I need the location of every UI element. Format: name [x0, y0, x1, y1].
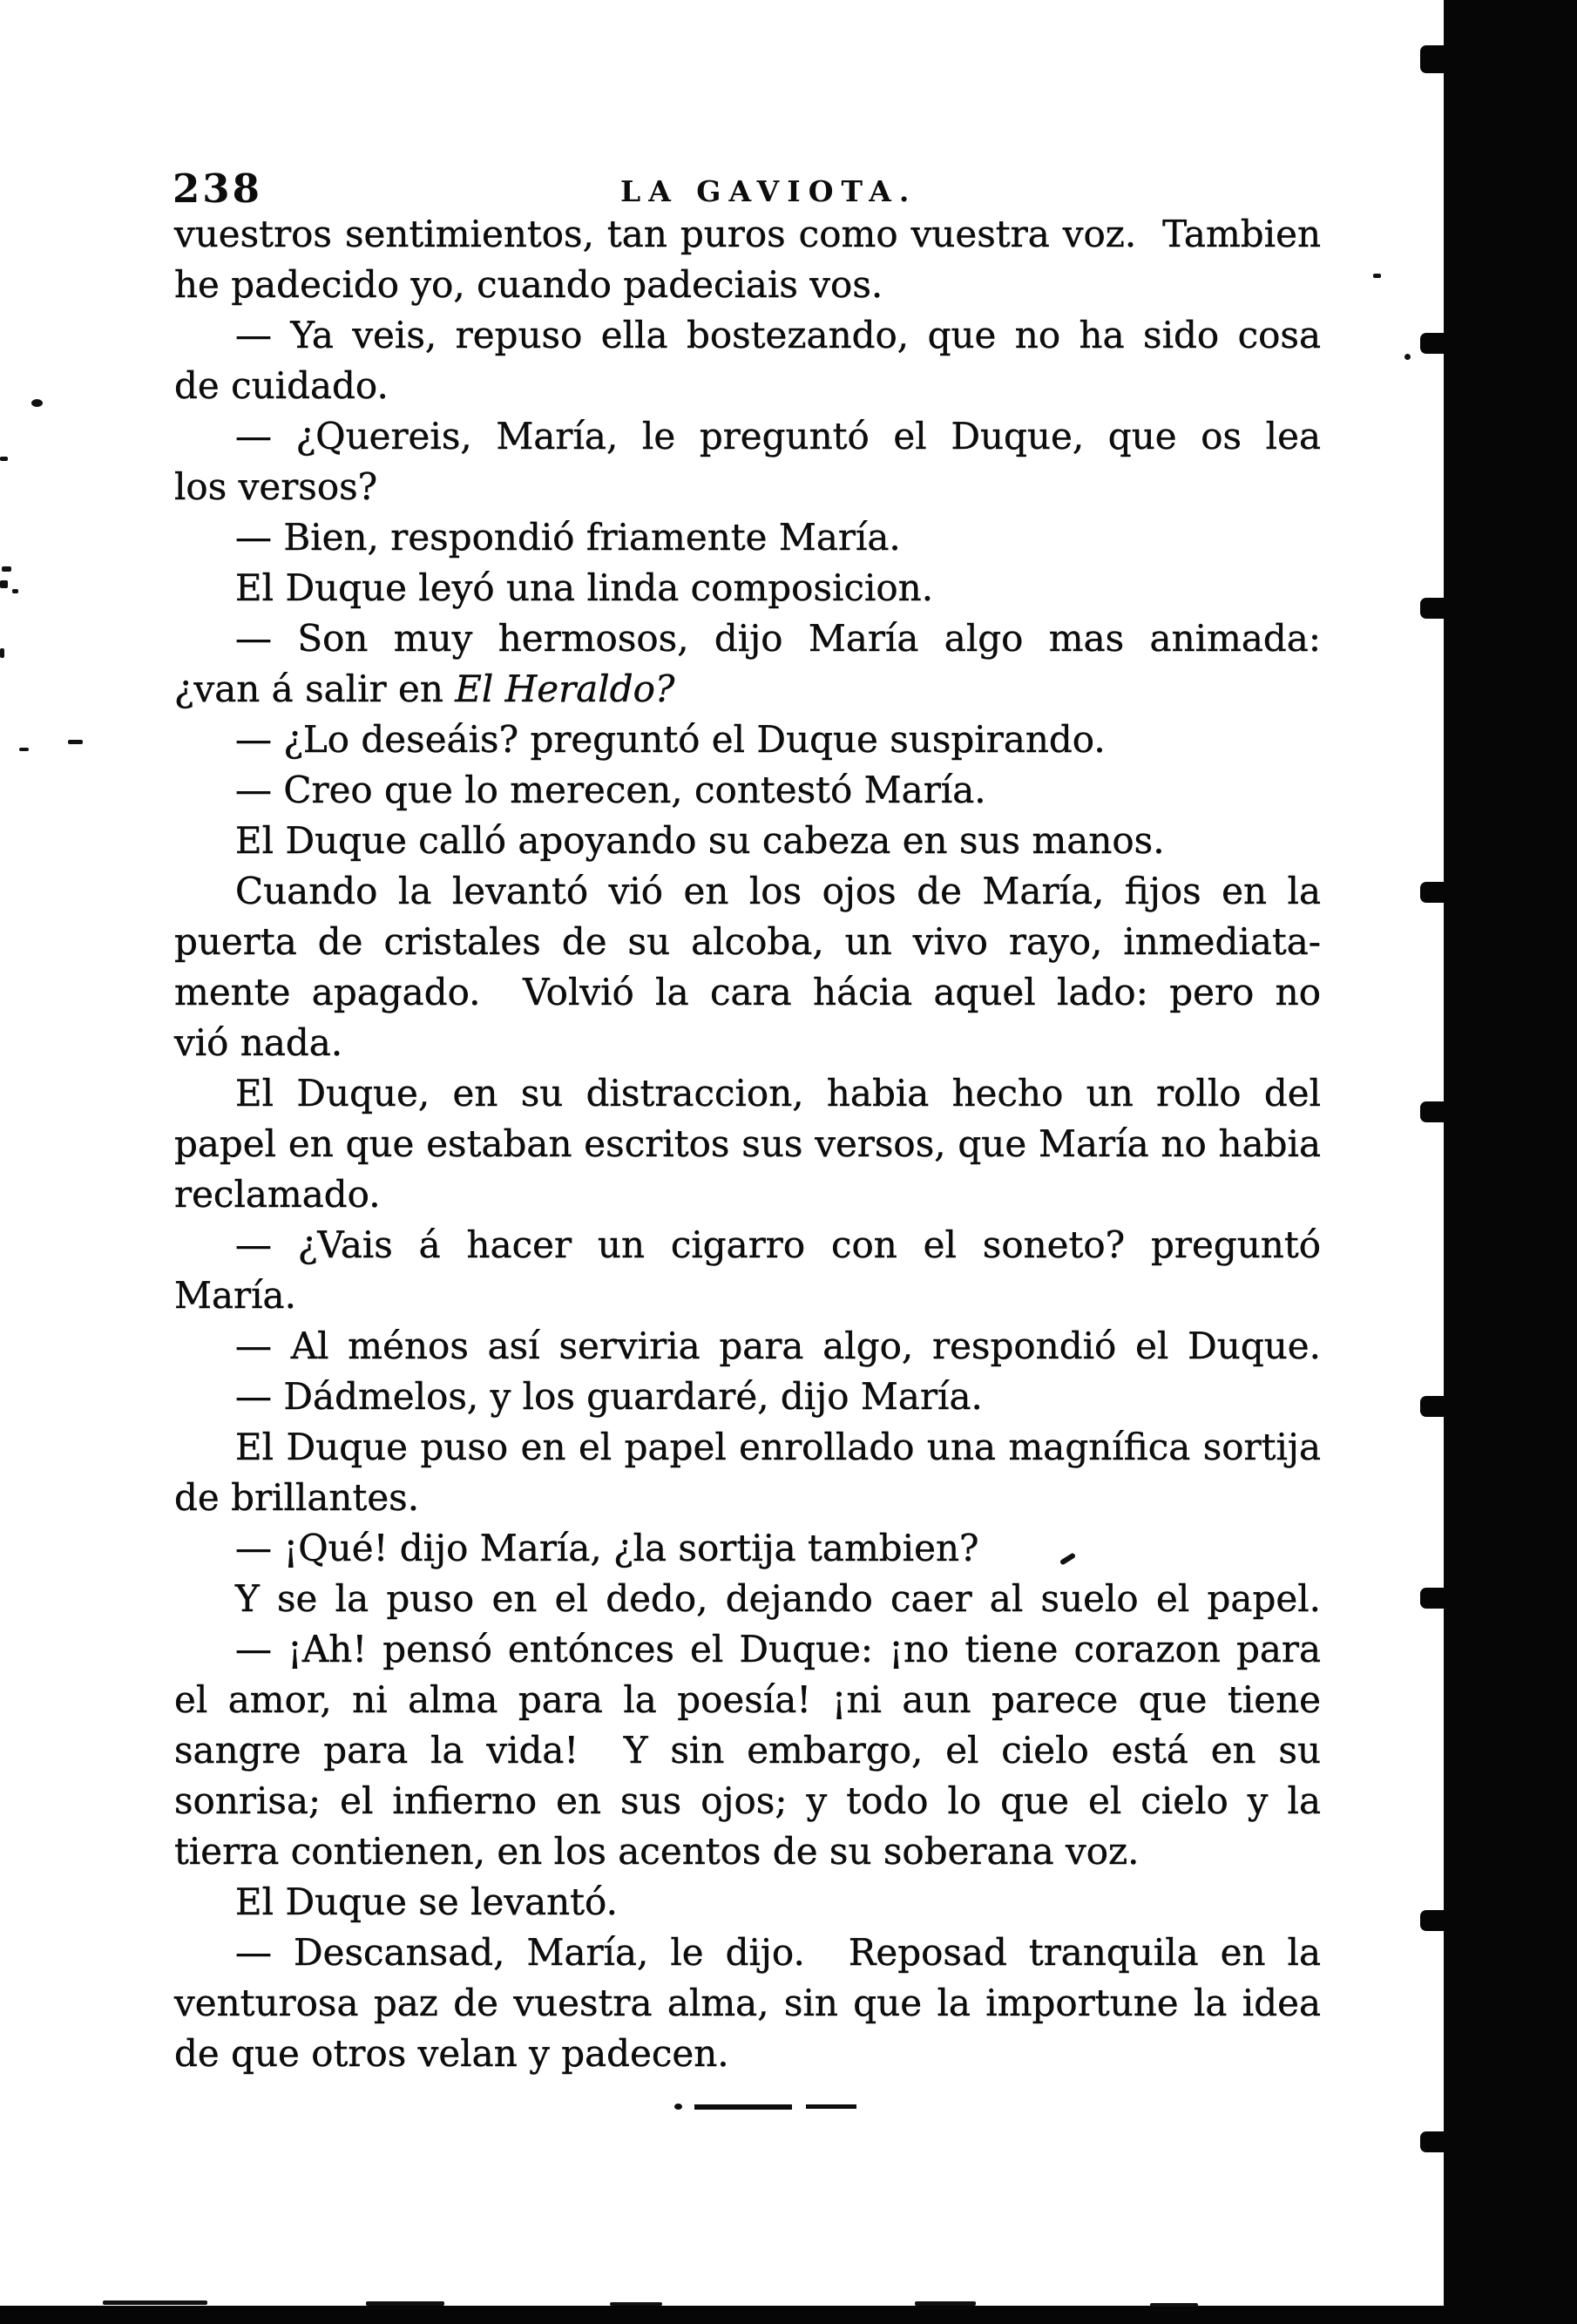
- text-segment: he padecido yo, cuando padeciais vos.: [174, 263, 883, 306]
- text-segment: de brillantes.: [174, 1476, 420, 1519]
- text-line: [174, 613, 1321, 664]
- text-segment: — ¿Lo deseáis? preguntó el Duque suspirando.: [235, 718, 1106, 761]
- text-segment: — ¿Quereis, María, le preguntó el Duque, que os lea: [235, 415, 1321, 457]
- text-segment: El Duque calló apoyando su cabeza en sus manos.: [235, 819, 1165, 862]
- italic-text: El Heraldo?: [455, 667, 675, 710]
- text-line: [174, 462, 1321, 512]
- text-line: [174, 2029, 1321, 2079]
- scan-speck: [68, 740, 83, 744]
- text-line: [174, 664, 1321, 715]
- text-segment: — Ya veis, repuso ella bostezando, que no ha sido cosa: [235, 314, 1321, 356]
- scan-speck: [2, 566, 11, 572]
- scan-speck: [366, 2301, 444, 2306]
- text-line: [174, 765, 1321, 816]
- scan-edge-band-bottom: [0, 2306, 1577, 2324]
- text-line: [174, 1169, 1321, 1220]
- scan-edge-band-right: [1444, 0, 1577, 2324]
- text-segment: — Descansad, María, le dijo. Reposad tranquila en la: [235, 1931, 1321, 1974]
- text-line: [174, 260, 1321, 310]
- text-line: [174, 816, 1321, 866]
- text-segment: — Bien, respondió friamente María.: [235, 516, 901, 559]
- text-segment: venturosa paz de vuestra alma, sin que la importune la idea: [174, 1982, 1321, 2024]
- text-line: [174, 1018, 1321, 1068]
- text-line: [174, 512, 1321, 563]
- text-line: [174, 1523, 1321, 1574]
- text-segment: María.: [174, 1274, 296, 1317]
- text-line: [174, 866, 1321, 917]
- text-segment: de cuidado.: [174, 364, 389, 407]
- text-segment: — ¡Qué! dijo María, ¿la sortija tambien?: [235, 1527, 979, 1569]
- text-segment: El Duque, en su distraccion, habia hecho un rollo del: [235, 1072, 1321, 1115]
- scan-speck: [915, 2301, 976, 2306]
- text-line: [174, 411, 1321, 462]
- page-edge-bump: [1420, 333, 1445, 354]
- text-segment: vió nada.: [174, 1021, 343, 1064]
- page-edge-bump: [1420, 882, 1445, 903]
- scan-speck: [12, 589, 18, 593]
- text-segment: El Duque puso en el papel enrollado una magnífica sortija: [235, 1426, 1321, 1468]
- text-segment: — Al ménos así serviria para algo, respondió el Duque.: [235, 1325, 1321, 1367]
- text-line: [174, 1574, 1321, 1624]
- text-line: [174, 1725, 1321, 1776]
- text-line: [174, 310, 1321, 361]
- text-segment: reclamado.: [174, 1173, 381, 1216]
- text-segment: — Creo que lo merecen, contestó María.: [235, 769, 986, 811]
- page-edge-bump: [1420, 45, 1445, 73]
- divider-dot: [674, 2104, 682, 2110]
- scan-speck: [0, 457, 8, 461]
- text-segment: el amor, ni alma para la poesía! ¡ni aun parece que tiene: [174, 1678, 1321, 1721]
- page-edge-bump: [1420, 2131, 1445, 2152]
- text-line: [174, 1675, 1321, 1725]
- text-segment: — ¡Ah! pensó entónces el Duque: ¡no tiene corazon para: [235, 1628, 1321, 1670]
- scan-speck: [103, 2300, 207, 2305]
- text-segment: puerta de cristales de su alcoba, un vivo rayo, inmediata-: [174, 920, 1321, 963]
- divider-dash-long: [694, 2104, 792, 2110]
- text-segment: — ¿Vais á hacer un cigarro con el soneto? preguntó: [235, 1223, 1321, 1266]
- text-line: [174, 967, 1321, 1018]
- divider-dash-short: [806, 2104, 856, 2109]
- scan-speck: [0, 580, 8, 588]
- text-segment: Y se la puso en el dedo, dejando caer al suelo el papel.: [235, 1577, 1321, 1620]
- text-segment: ¿van á salir en: [174, 667, 456, 710]
- text-line: [174, 1978, 1321, 2029]
- text-line: [174, 1422, 1321, 1473]
- text-segment: los versos?: [174, 465, 378, 508]
- text-segment: mente apagado. Volvió la cara hácia aquel lado: pero no: [174, 971, 1321, 1013]
- text-line: [174, 917, 1321, 967]
- text-line: [174, 1119, 1321, 1169]
- text-line: [174, 209, 1321, 260]
- text-segment: sangre para la vida! Y sin embargo, el cielo está en su: [174, 1729, 1321, 1772]
- text-line: [174, 1321, 1321, 1372]
- page-edge-bump: [1420, 1588, 1445, 1609]
- text-segment: de que otros velan y padecen.: [174, 2032, 729, 2075]
- scan-speck: [0, 648, 4, 658]
- running-title: LA GAVIOTA.: [620, 174, 917, 208]
- text-block: [174, 209, 1321, 2079]
- text-line: [174, 563, 1321, 613]
- page-edge-bump: [1420, 1910, 1445, 1931]
- text-segment: Cuando la levantó vió en los ojos de María, fijos en la: [235, 870, 1321, 912]
- text-line: [174, 1372, 1321, 1422]
- text-segment: El Duque leyó una linda composicion.: [235, 566, 934, 609]
- text-line: [174, 1776, 1321, 1826]
- scan-speck: [1404, 354, 1411, 360]
- text-line: [174, 1877, 1321, 1928]
- scan-speck: [19, 748, 29, 751]
- page-edge-bump: [1420, 598, 1445, 619]
- page-edge-bump: [1420, 1101, 1445, 1122]
- page-edge-bump: [1420, 1396, 1445, 1417]
- scan-speck: [610, 2302, 662, 2306]
- text-segment: vuestros sentimientos, tan puros como vuestra voz. Tambien: [174, 213, 1321, 255]
- text-segment: papel en que estaban escritos sus versos, que María no habia: [174, 1122, 1321, 1165]
- text-segment: tierra contienen, en los acentos de su soberana voz.: [174, 1830, 1140, 1873]
- text-line: [174, 1220, 1321, 1270]
- text-line: [174, 1928, 1321, 1978]
- text-line: [174, 1270, 1321, 1321]
- scan-speck: [1373, 274, 1381, 278]
- scan-speck: [1150, 2303, 1198, 2307]
- text-line: [174, 1826, 1321, 1877]
- text-segment: — Son muy hermosos, dijo María algo mas animada:: [235, 617, 1321, 660]
- text-segment: sonrisa; el infierno en sus ojos; y todo lo que el cielo y la: [174, 1779, 1321, 1822]
- text-line: [174, 1624, 1321, 1675]
- section-divider: [674, 2104, 856, 2110]
- text-line: [174, 1068, 1321, 1119]
- text-line: [174, 1473, 1321, 1523]
- text-segment: — Dádmelos, y los guardaré, dijo María.: [235, 1375, 983, 1418]
- text-line: [174, 715, 1321, 765]
- text-segment: El Duque se levantó.: [235, 1880, 618, 1923]
- scan-speck: [31, 399, 43, 407]
- text-line: [174, 361, 1321, 411]
- page-number: 238: [173, 166, 262, 212]
